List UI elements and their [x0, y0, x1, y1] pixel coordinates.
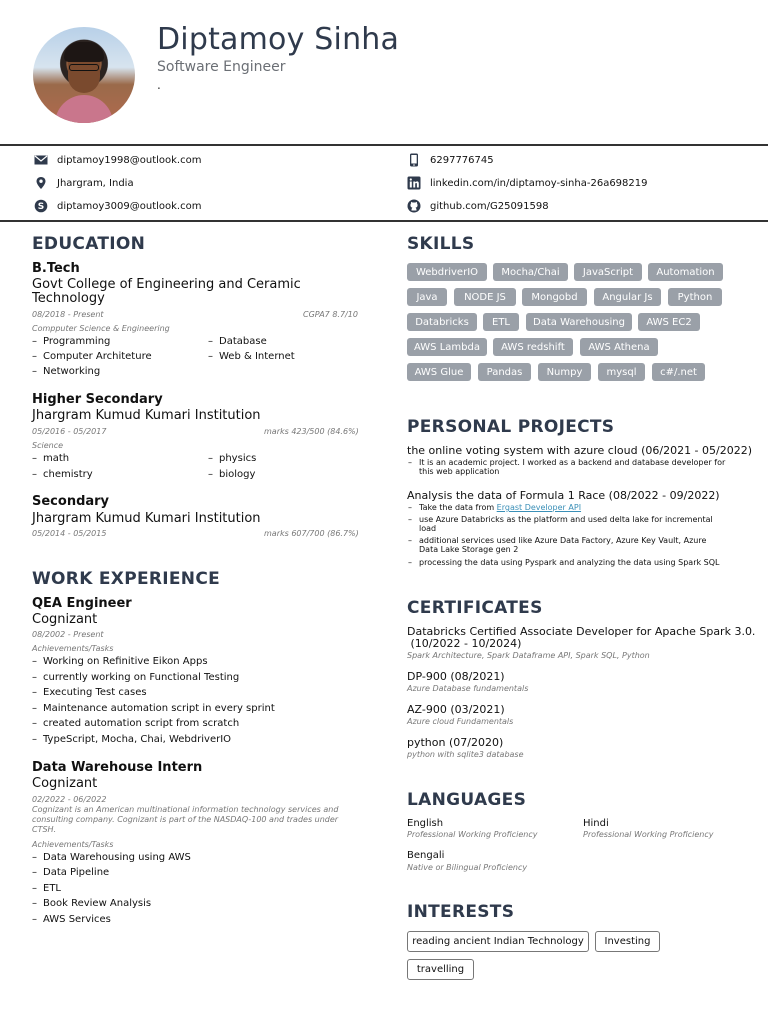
course-item: – biology	[219, 469, 255, 480]
project-point-cont: load	[419, 524, 437, 533]
edu-school: Jhargram Kumud Kumari Institution	[32, 408, 261, 423]
edu-field: Science	[32, 441, 64, 450]
job-dates: 08/2002 - Present	[32, 630, 104, 639]
job-company: Cognizant	[32, 776, 98, 791]
course-item: – chemistry	[43, 469, 93, 480]
language-level: Professional Working Proficiency	[583, 830, 714, 839]
skill-tag: ETL	[483, 313, 519, 331]
cert-desc: Azure cloud Fundamentals	[407, 717, 514, 726]
cert-title: AZ-900 (03/2021)	[407, 703, 505, 716]
project-title: the online voting system with azure cloud (06/2021 - 05/2022)	[407, 444, 753, 457]
phone-icon	[407, 153, 421, 167]
course-item: – Computer Architeture	[43, 351, 152, 362]
skill-tag: AWS redshift	[493, 338, 573, 356]
edu-dates: 08/2018 - Present	[32, 310, 104, 319]
skill-tag: Pandas	[478, 363, 531, 381]
course-item: – Database	[219, 336, 267, 347]
skill-tag: c#/.net	[652, 363, 705, 381]
skype-icon	[34, 199, 48, 213]
section-title-interests: INTERESTS	[407, 902, 515, 922]
skill-tag: Data Warehousing	[526, 313, 632, 331]
project-point: – Take the data from Ergast Developer API	[419, 503, 581, 512]
language-name: Hindi	[583, 818, 609, 829]
skill-tag: Databricks	[407, 313, 477, 331]
edu-school: Technology	[32, 291, 105, 306]
project-point-cont: this web application	[419, 467, 500, 476]
divider	[0, 220, 768, 222]
language-name: Bengali	[407, 850, 445, 861]
edu-score: marks 423/500 (84.6%)	[264, 427, 359, 436]
ergast-api-link[interactable]: Ergast Developer API	[496, 503, 582, 512]
resume-header	[0, 0, 768, 145]
skill-tag: Angular Js	[594, 288, 661, 306]
course-item: – math	[43, 453, 69, 464]
interest-tag: travelling	[407, 959, 474, 980]
skill-tag: AWS Lambda	[407, 338, 487, 356]
skill-tag: Mongobd	[522, 288, 587, 306]
task-item: – ETL	[43, 883, 61, 894]
contact-linkedin[interactable]	[407, 176, 648, 190]
edu-score: marks 607/700 (86.7%)	[264, 529, 359, 538]
skill-tag: Numpy	[538, 363, 591, 381]
envelope-icon	[34, 153, 48, 167]
skill-tag: AWS Glue	[407, 363, 471, 381]
person-name: Diptamoy Sinha	[157, 22, 400, 57]
edu-school: Jhargram Kumud Kumari Institution	[32, 511, 261, 526]
course-item: – Web & Internet	[219, 351, 295, 362]
cert-dates: (10/2022 - 10/2024)	[407, 637, 522, 650]
task-item: – created automation script from scratch	[43, 718, 239, 729]
cert-title: Databricks Certified Associate Developer for Apache Spark 3.0.	[407, 625, 756, 638]
skill-tag: AWS Athena	[580, 338, 658, 356]
skill-tag: JavaScript	[574, 263, 642, 281]
location-pin-icon	[34, 176, 48, 190]
skill-tag: NODE JS	[454, 288, 516, 306]
github-text: github.com/G25091598	[430, 200, 549, 212]
cert-desc: python with sqlite3 database	[407, 750, 524, 759]
section-title-languages: LANGUAGES	[407, 790, 527, 810]
cert-desc: Azure Database fundamentals	[407, 684, 529, 693]
skill-tag: WebdriverIO	[407, 263, 487, 281]
task-item: – AWS Services	[43, 914, 111, 925]
contact-email[interactable]	[34, 153, 201, 167]
task-item: – Book Review Analysis	[43, 898, 151, 909]
skill-tag: Automation	[648, 263, 723, 281]
section-title-projects: PERSONAL PROJECTS	[407, 417, 615, 437]
job-description: Cognizant is an American multinational information technology services and	[32, 805, 339, 814]
edu-field: Compputer Science & Engineering	[32, 324, 170, 333]
edu-degree: Secondary	[32, 494, 110, 509]
task-item: – currently working on Functional Testing	[43, 672, 239, 683]
section-title-education: EDUCATION	[32, 234, 146, 254]
project-point: – processing the data using Pyspark and analyzing the data using Spark SQL	[419, 558, 720, 567]
edu-degree: Higher Secondary	[32, 392, 163, 407]
profile-photo	[33, 27, 135, 123]
tasks-label: Achievements/Tasks	[32, 840, 114, 849]
project-title: Analysis the data of Formula 1 Race (08/2022 - 09/2022)	[407, 489, 720, 502]
language-name: English	[407, 818, 444, 829]
contact-github[interactable]	[407, 199, 549, 213]
course-item: – Programming	[43, 336, 110, 347]
person-role: Software Engineer	[157, 59, 286, 75]
course-item: – physics	[219, 453, 256, 464]
phone-text: 6297776745	[430, 154, 494, 166]
language-level: Professional Working Proficiency	[407, 830, 538, 839]
skype-text: diptamoy3009@outlook.com	[57, 200, 202, 212]
language-level: Native or Bilingual Proficiency	[407, 863, 528, 872]
linkedin-icon	[407, 176, 421, 190]
task-item: – TypeScript, Mocha, Chai, WebdriverIO	[43, 734, 231, 745]
project-point: – It is an academic project. I worked as a backend and database developer for	[419, 458, 725, 467]
header-dot: .	[157, 78, 161, 92]
job-company: Cognizant	[32, 612, 98, 627]
skill-tag: Python	[668, 288, 722, 306]
project-point-cont: Data Lake Storage gen 2	[419, 545, 519, 554]
task-item: – Working on Refinitive Eikon Apps	[43, 656, 208, 667]
email-text: diptamoy1998@outlook.com	[57, 154, 202, 166]
project-point: – additional services used like Azure Data Factory, Azure Key Vault, Azure	[419, 536, 706, 545]
cert-desc: Spark Architecture, Spark Dataframe API, Spark SQL, Python	[407, 651, 650, 660]
job-description: CTSH.	[32, 825, 57, 834]
svg-text:S: S	[37, 202, 45, 213]
edu-dates: 05/2014 - 05/2015	[32, 529, 107, 538]
skill-tag: Mocha/Chai	[493, 263, 568, 281]
edu-degree: B.Tech	[32, 261, 80, 276]
task-item: – Data Pipeline	[43, 867, 109, 878]
contact-location	[34, 176, 134, 190]
task-item: – Data Warehousing using AWS	[43, 852, 191, 863]
edu-dates: 05/2016 - 05/2017	[32, 427, 107, 436]
skill-tag: AWS EC2	[638, 313, 700, 331]
edu-school: Govt College of Engineering and Ceramic	[32, 277, 301, 292]
task-item: – Maintenance automation script in every sprint	[43, 703, 275, 714]
edu-score: CGPA7 8.7/10	[303, 310, 358, 319]
divider	[0, 144, 768, 146]
project-point: – use Azure Databricks as the platform and used delta lake for incremental	[419, 515, 713, 524]
section-title-certificates: CERTIFICATES	[407, 598, 543, 618]
skill-tag: mysql	[598, 363, 645, 381]
contact-skype[interactable]	[34, 199, 201, 213]
interest-tag: Investing	[595, 931, 660, 952]
interest-tag: reading ancient Indian Technology	[407, 931, 589, 952]
location-text: Jhargram, India	[57, 177, 134, 189]
tasks-label: Achievements/Tasks	[32, 644, 114, 653]
job-title: QEA Engineer	[32, 596, 132, 611]
cert-title: DP-900 (08/2021)	[407, 670, 505, 683]
section-title-work: WORK EXPERIENCE	[32, 569, 221, 589]
cert-title: python (07/2020)	[407, 736, 504, 749]
github-icon	[407, 199, 421, 213]
job-dates: 02/2022 - 06/2022	[32, 795, 107, 804]
task-item: – Executing Test cases	[43, 687, 147, 698]
job-title: Data Warehouse Intern	[32, 760, 203, 775]
linkedin-text: linkedin.com/in/diptamoy-sinha-26a698219	[430, 177, 648, 189]
job-description: consulting company. Cognizant is part of the NASDAQ-100 and trades under	[32, 815, 339, 824]
section-title-skills: SKILLS	[407, 234, 475, 254]
skill-tag: Java	[407, 288, 447, 306]
contact-phone[interactable]	[407, 153, 494, 167]
course-item: – Networking	[43, 366, 100, 377]
